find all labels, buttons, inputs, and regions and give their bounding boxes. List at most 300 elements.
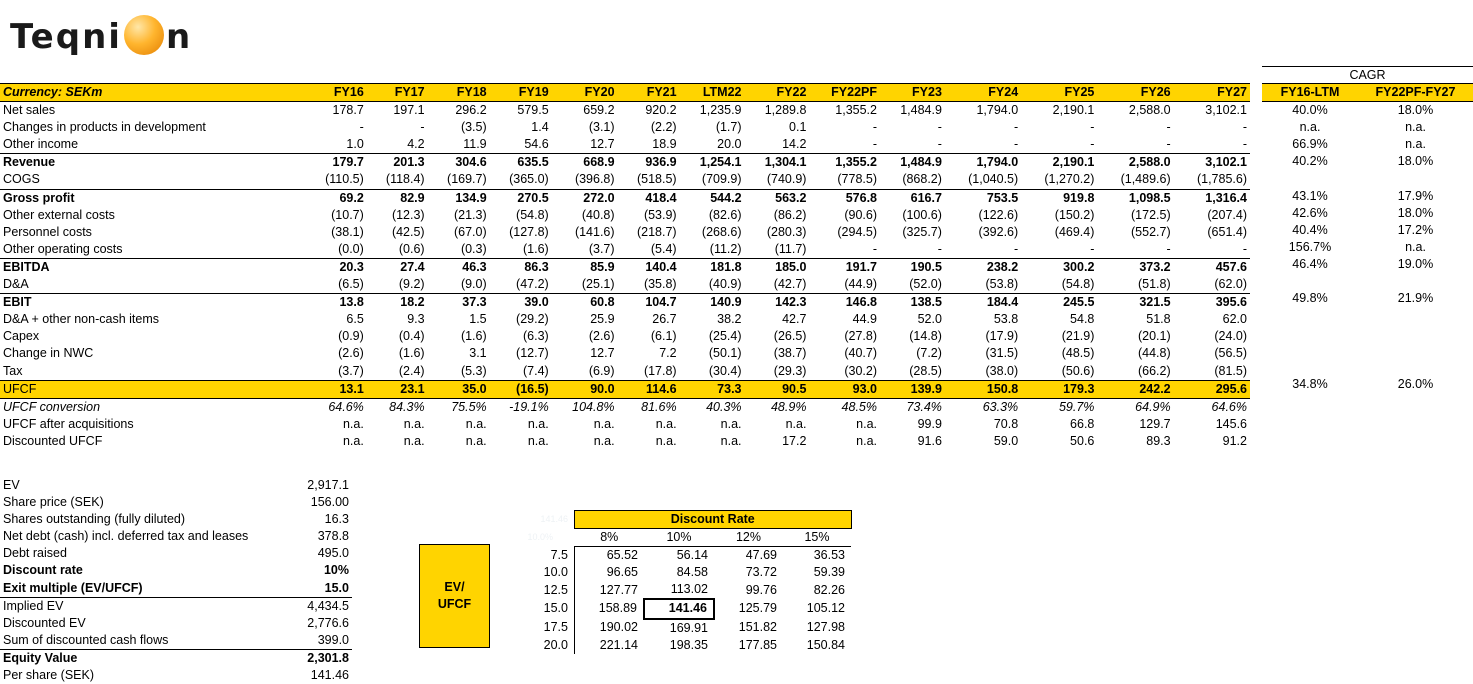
table-cell: 104.7 <box>618 294 680 312</box>
table-cell: (86.2) <box>773 207 807 222</box>
cagr-cell <box>1358 307 1473 324</box>
row-label: D&A <box>3 277 29 292</box>
table-cell: 52.0 <box>917 312 942 327</box>
table-cell: - <box>1090 241 1095 256</box>
table-cell: (469.4) <box>1054 224 1095 239</box>
table-cell: 2,588.0 <box>1097 154 1173 172</box>
table-cell: (7.2) <box>916 346 942 361</box>
row-label: Other external costs <box>3 207 115 222</box>
table-cell: (0.0) <box>338 241 364 256</box>
table-cell: 270.5 <box>490 189 552 207</box>
cagr-row <box>1262 153 1473 170</box>
currency-label: Currency: SEKm <box>0 84 306 102</box>
table-row <box>0 398 1250 416</box>
column-header: FY22 <box>745 84 810 102</box>
table-cell: 2,190.1 <box>1021 154 1097 172</box>
table-cell: 114.6 <box>618 380 680 398</box>
table-cell: 296.2 <box>455 103 487 118</box>
table-cell: (651.4) <box>1207 224 1247 239</box>
table-cell: 146.8 <box>809 294 880 312</box>
cagr-cell <box>1358 273 1473 290</box>
table-cell: 563.2 <box>745 189 810 207</box>
table-row <box>0 207 1250 224</box>
table-row <box>0 119 1250 136</box>
exit-multiple-value: 10.0 <box>506 564 575 581</box>
table-cell: 919.8 <box>1021 189 1097 207</box>
table-row <box>0 416 1250 433</box>
table-cell: 63.3% <box>982 399 1019 414</box>
table-cell: 0.1 <box>789 120 807 135</box>
row-label: Capex <box>3 329 40 344</box>
valuation-value: 378.8 <box>317 529 349 544</box>
cagr-row <box>1262 222 1473 239</box>
sensitivity-cell: 158.89 <box>598 601 637 616</box>
row-label: Personnel costs <box>3 224 92 239</box>
table-cell: (90.6) <box>844 207 877 222</box>
cagr-cell: 42.6% <box>1292 205 1328 220</box>
ghost-corner-rate: 10.0% <box>527 532 554 543</box>
exit-multiple-value: 17.5 <box>506 619 575 637</box>
table-cell: (552.7) <box>1131 224 1171 239</box>
cagr-cell: n.a. <box>1405 120 1426 135</box>
discount-rate-column: 10% <box>644 529 714 547</box>
valuation-value: 2,917.1 <box>307 478 349 492</box>
table-cell: (1.7) <box>715 120 742 135</box>
table-cell: 576.8 <box>809 189 880 207</box>
table-cell: 659.2 <box>583 103 615 118</box>
column-header: FY21 <box>618 84 680 102</box>
cagr-cell <box>1262 307 1358 324</box>
table-cell: (6.5) <box>338 277 364 292</box>
table-cell: 17.2 <box>782 433 807 448</box>
table-cell: (12.3) <box>391 207 425 222</box>
table-cell: (42.5) <box>391 224 425 239</box>
table-cell: n.a. <box>403 433 425 448</box>
table-cell: (3.1) <box>588 120 615 135</box>
table-cell: (27.8) <box>844 329 877 344</box>
table-cell: 191.7 <box>809 258 880 276</box>
table-cell: (29.3) <box>773 363 807 378</box>
table-cell: 579.5 <box>517 103 549 118</box>
table-cell: (11.7) <box>774 241 807 256</box>
table-cell: (67.0) <box>453 224 487 239</box>
table-cell: (62.0) <box>1214 277 1247 292</box>
table-cell: (127.8) <box>509 224 549 239</box>
table-cell: (25.1) <box>581 277 615 292</box>
table-cell: (40.8) <box>581 207 615 222</box>
table-row <box>0 345 1250 362</box>
table-cell: (6.9) <box>588 363 615 378</box>
cagr-row <box>1262 290 1473 307</box>
table-cell: 27.4 <box>367 258 428 276</box>
table-cell: (0.4) <box>398 329 425 344</box>
table-cell: (169.7) <box>447 172 487 187</box>
table-cell: 1,316.4 <box>1174 189 1250 207</box>
table-cell: 93.0 <box>809 380 880 398</box>
table-cell: 35.0 <box>428 380 490 398</box>
table-cell: 64.9% <box>1135 399 1171 414</box>
table-cell: 185.0 <box>745 258 810 276</box>
table-cell: (1,785.6) <box>1196 172 1247 187</box>
exit-multiple-value: 12.5 <box>506 581 575 599</box>
table-cell: 50.6 <box>1070 433 1095 448</box>
cagr-cell <box>1262 170 1358 187</box>
table-cell: (280.3) <box>766 224 807 239</box>
cagr-row <box>1262 239 1473 256</box>
table-cell: 23.1 <box>367 380 428 398</box>
table-cell: 295.6 <box>1174 380 1250 398</box>
table-cell: 2,588.0 <box>1128 103 1171 118</box>
table-cell: (3.7) <box>588 241 615 256</box>
table-cell: n.a. <box>785 416 807 431</box>
table-cell: (56.5) <box>1214 346 1247 361</box>
table-cell: - <box>872 241 877 256</box>
sensitivity-title-row <box>506 511 851 529</box>
table-cell: 457.6 <box>1174 258 1250 276</box>
sensitivity-cell: 190.02 <box>599 620 638 635</box>
table-cell: (31.5) <box>985 346 1019 361</box>
cagr-table <box>1262 66 1473 393</box>
table-row <box>0 311 1250 328</box>
table-cell: 62.0 <box>1222 312 1247 327</box>
cagr-row <box>1262 205 1473 222</box>
table-cell: (52.0) <box>909 277 942 292</box>
table-cell: 6.5 <box>346 312 364 327</box>
table-cell: 84.3% <box>389 399 425 414</box>
sensitivity-cell: 150.84 <box>806 637 845 652</box>
table-cell: (17.8) <box>643 363 677 378</box>
valuation-value: 10% <box>323 563 349 578</box>
table-cell: n.a. <box>527 416 549 431</box>
cagr-column-header: FY22PF-FY27 <box>1358 84 1473 102</box>
cagr-row <box>1262 324 1473 341</box>
table-cell: (2.6) <box>588 329 615 344</box>
table-cell: 13.1 <box>306 380 367 398</box>
table-cell: 1,235.9 <box>699 103 742 118</box>
table-cell: - <box>1166 241 1171 256</box>
table-cell: (100.6) <box>902 207 942 222</box>
table-cell: 13.8 <box>306 294 367 312</box>
table-cell: 46.3 <box>428 258 490 276</box>
sensitivity-cell: 84.58 <box>676 565 708 580</box>
table-row <box>0 433 1250 450</box>
valuation-row <box>0 667 352 684</box>
table-row <box>0 276 1250 294</box>
row-label: Gross profit <box>0 189 306 207</box>
table-cell: n.a. <box>856 433 877 448</box>
sensitivity-cell: 47.69 <box>745 548 777 563</box>
table-cell: (709.9) <box>701 172 742 187</box>
cagr-cell: 18.0% <box>1397 205 1434 220</box>
table-cell: (1,270.2) <box>1044 172 1095 187</box>
table-cell: (2.2) <box>650 120 677 135</box>
table-cell: (12.7) <box>516 346 549 361</box>
table-row <box>0 363 1250 381</box>
cagr-row <box>1262 136 1473 153</box>
valuation-label: Discount rate <box>3 563 83 578</box>
table-cell: 81.6% <box>641 399 677 414</box>
row-label: Change in NWC <box>3 346 94 361</box>
table-cell: 140.4 <box>618 258 680 276</box>
sensitivity-cell: 99.76 <box>745 582 777 597</box>
table-cell: - <box>872 137 877 152</box>
table-cell: 1,484.9 <box>900 103 942 118</box>
table-row <box>0 102 1250 120</box>
sensitivity-cell: 73.72 <box>745 565 777 580</box>
table-cell: 1.0 <box>346 137 364 152</box>
table-cell: (2.6) <box>338 346 364 361</box>
table-cell: - <box>1013 241 1019 256</box>
sensitivity-cell: 177.85 <box>738 637 777 652</box>
logo-orb-icon <box>124 15 164 55</box>
table-cell: 104.8% <box>572 399 615 414</box>
sensitivity-cell: 65.52 <box>606 548 638 563</box>
row-label: Other income <box>3 137 79 152</box>
table-cell: 86.3 <box>490 258 552 276</box>
table-cell: 66.8 <box>1070 416 1095 431</box>
table-cell: (1.6) <box>522 241 549 256</box>
table-cell: (392.6) <box>978 224 1019 239</box>
exit-multiple-value: 7.5 <box>506 547 575 565</box>
valuation-row <box>0 649 352 667</box>
sensitivity-row <box>506 619 851 637</box>
table-cell: 150.8 <box>945 380 1021 398</box>
valuation-label: Sum of discounted cash flows <box>0 632 276 650</box>
row-label: Other operating costs <box>3 241 123 256</box>
discount-rate-column: 15% <box>783 529 851 547</box>
table-cell: n.a. <box>465 416 487 431</box>
table-cell: 129.7 <box>1139 416 1171 431</box>
table-cell: (16.5) <box>490 380 552 398</box>
cagr-header-row <box>1262 84 1473 102</box>
valuation-row <box>0 545 352 562</box>
table-cell: 37.3 <box>428 294 490 312</box>
table-cell: n.a. <box>593 416 615 431</box>
table-row <box>0 328 1250 345</box>
cagr-cell: 18.0% <box>1397 103 1434 118</box>
table-cell: (0.6) <box>398 241 425 256</box>
table-cell: 138.5 <box>880 294 945 312</box>
cagr-cell <box>1262 324 1358 341</box>
valuation-value: 15.0 <box>276 580 352 598</box>
sensitivity-cell: 36.53 <box>813 548 845 563</box>
table-cell: (325.7) <box>902 224 942 239</box>
table-cell: n.a. <box>342 416 364 431</box>
table-cell: n.a. <box>593 433 615 448</box>
table-cell: (29.2) <box>516 312 549 327</box>
sensitivity-cell: 221.14 <box>599 637 638 652</box>
column-header: FY27 <box>1174 84 1250 102</box>
table-cell: 300.2 <box>1021 258 1097 276</box>
table-cell: 1,098.5 <box>1097 189 1173 207</box>
valuation-value: 2,301.8 <box>307 650 349 665</box>
table-cell: (0.3) <box>460 241 487 256</box>
cagr-cell: 19.0% <box>1397 256 1434 271</box>
row-label: UFCF conversion <box>3 399 101 414</box>
table-cell: (778.5) <box>837 172 877 187</box>
table-cell: (42.7) <box>773 277 807 292</box>
table-row <box>0 258 1250 276</box>
sensitivity-row <box>506 581 851 599</box>
sensitivity-cell: 127.98 <box>806 620 845 635</box>
table-cell: 304.6 <box>428 154 490 172</box>
table-cell: 1,794.0 <box>945 154 1021 172</box>
table-cell: 139.9 <box>880 380 945 398</box>
row-label: COGS <box>3 172 40 187</box>
table-cell: (17.9) <box>985 329 1019 344</box>
table-cell: - <box>1013 120 1019 135</box>
table-cell: n.a. <box>720 416 742 431</box>
table-cell: (66.2) <box>1137 363 1171 378</box>
cagr-cell: 40.0% <box>1292 103 1328 118</box>
column-header: FY19 <box>490 84 552 102</box>
table-cell: 18.9 <box>652 137 677 152</box>
table-cell: n.a. <box>465 433 487 448</box>
table-cell: 1.4 <box>531 120 549 135</box>
table-cell: (1.6) <box>460 329 487 344</box>
cagr-row <box>1262 256 1473 273</box>
column-header: FY20 <box>552 84 618 102</box>
table-cell: 321.5 <box>1097 294 1173 312</box>
sensitivity-cell: 105.12 <box>806 601 845 616</box>
table-cell: (21.9) <box>1061 329 1095 344</box>
cagr-row <box>1262 170 1473 187</box>
table-cell: (10.7) <box>331 207 364 222</box>
table-cell: (25.4) <box>708 329 742 344</box>
table-cell: - <box>1242 120 1247 135</box>
table-cell: n.a. <box>403 416 425 431</box>
table-cell: 85.9 <box>552 258 618 276</box>
cagr-cell: 34.8% <box>1292 376 1328 391</box>
valuation-row <box>0 477 352 494</box>
cagr-cell: 40.2% <box>1292 154 1328 169</box>
table-cell: (35.8) <box>643 277 677 292</box>
table-cell: (2.4) <box>398 363 425 378</box>
table-cell: 181.8 <box>680 258 745 276</box>
valuation-label: Net debt (cash) incl. deferred tax and leases <box>3 529 249 544</box>
table-cell: 64.6% <box>328 399 364 414</box>
logo-text-left: Teqni <box>10 17 122 57</box>
table-cell: (110.5) <box>325 172 364 187</box>
table-cell: 140.9 <box>680 294 745 312</box>
valuation-row <box>0 494 352 511</box>
valuation-row <box>0 580 352 598</box>
cagr-cell: 40.4% <box>1292 222 1328 237</box>
column-header: FY22PF <box>809 84 880 102</box>
table-cell: (50.6) <box>1061 363 1095 378</box>
valuation-row <box>0 632 352 650</box>
row-label: Net sales <box>3 103 56 118</box>
table-cell: - <box>872 120 877 135</box>
table-cell: - <box>1090 137 1095 152</box>
table-cell: - <box>1242 137 1247 152</box>
table-cell: 75.5% <box>451 399 487 414</box>
table-cell: n.a. <box>527 433 549 448</box>
table-cell: (24.0) <box>1214 329 1247 344</box>
valuation-value: 4,434.5 <box>307 598 349 613</box>
table-cell: (26.5) <box>773 329 807 344</box>
table-cell: n.a. <box>655 433 677 448</box>
column-header: FY18 <box>428 84 490 102</box>
sensitivity-cell: 82.26 <box>813 582 845 597</box>
table-cell: 12.7 <box>590 137 615 152</box>
table-cell: 26.7 <box>652 312 677 327</box>
table-cell: 25.9 <box>590 312 615 327</box>
selected-cell[interactable]: 141.46 <box>644 599 714 618</box>
sensitivity-table <box>506 510 852 654</box>
table-cell: (20.1) <box>1137 329 1171 344</box>
table-cell: (9.2) <box>398 277 425 292</box>
table-cell: - <box>420 120 425 135</box>
teqnion-logo <box>10 14 192 60</box>
table-cell: 145.6 <box>1215 416 1247 431</box>
cagr-cell: 21.9% <box>1397 291 1434 306</box>
ghost-corner-value: 141.46 <box>540 514 568 524</box>
table-cell: - <box>359 120 364 135</box>
cagr-row <box>1262 102 1473 120</box>
ev-ufcf-label-box <box>419 544 490 648</box>
cagr-cell <box>1262 273 1358 290</box>
table-cell: 272.0 <box>552 189 618 207</box>
row-label: UFCF after acquisitions <box>3 416 134 431</box>
table-cell: 14.2 <box>782 137 807 152</box>
table-cell: 134.9 <box>428 189 490 207</box>
sensitivity-cell: 127.77 <box>599 582 638 597</box>
table-cell: 73.3 <box>680 380 745 398</box>
table-cell: (218.7) <box>636 224 677 239</box>
column-header: FY26 <box>1097 84 1173 102</box>
cagr-cell: 26.0% <box>1397 376 1434 391</box>
logo-text-right: n <box>165 17 193 57</box>
table-cell: (54.8) <box>516 207 549 222</box>
table-cell: (7.4) <box>522 363 549 378</box>
table-cell: (44.8) <box>1137 346 1171 361</box>
table-cell: 69.2 <box>306 189 367 207</box>
table-cell: (14.8) <box>909 329 942 344</box>
table-cell: 51.8 <box>1146 312 1171 327</box>
sensitivity-cell: 113.02 <box>670 582 708 597</box>
table-cell: n.a. <box>342 433 364 448</box>
table-cell: (207.4) <box>1207 207 1247 222</box>
table-cell: - <box>1166 120 1171 135</box>
table-row <box>0 189 1250 207</box>
cagr-cell: n.a. <box>1405 239 1426 254</box>
valuation-row <box>0 528 352 545</box>
table-cell: 90.0 <box>552 380 618 398</box>
table-cell: 668.9 <box>552 154 618 172</box>
table-cell: (30.2) <box>844 363 877 378</box>
table-cell: (172.5) <box>1131 207 1171 222</box>
table-cell: 1,304.1 <box>745 154 810 172</box>
cagr-cell: n.a. <box>1299 120 1321 135</box>
table-cell: 91.6 <box>917 433 942 448</box>
row-label: D&A + other non-cash items <box>3 312 159 327</box>
valuation-value: 399.0 <box>276 632 352 650</box>
table-cell: (28.5) <box>909 363 942 378</box>
cagr-row <box>1262 119 1473 136</box>
sensitivity-row <box>506 637 851 654</box>
cagr-cell: 66.9% <box>1292 137 1328 152</box>
table-cell: 1,484.9 <box>880 154 945 172</box>
sensitivity-row <box>506 564 851 581</box>
table-row <box>0 171 1250 189</box>
valuation-label: Per share (SEK) <box>3 668 95 683</box>
cagr-column-header: FY16-LTM <box>1262 84 1358 102</box>
table-cell: (50.1) <box>708 346 742 361</box>
ev-ufcf-label: EV/ UFCF <box>437 580 472 611</box>
table-cell: 3.1 <box>469 346 487 361</box>
table-cell: (53.8) <box>985 277 1019 292</box>
